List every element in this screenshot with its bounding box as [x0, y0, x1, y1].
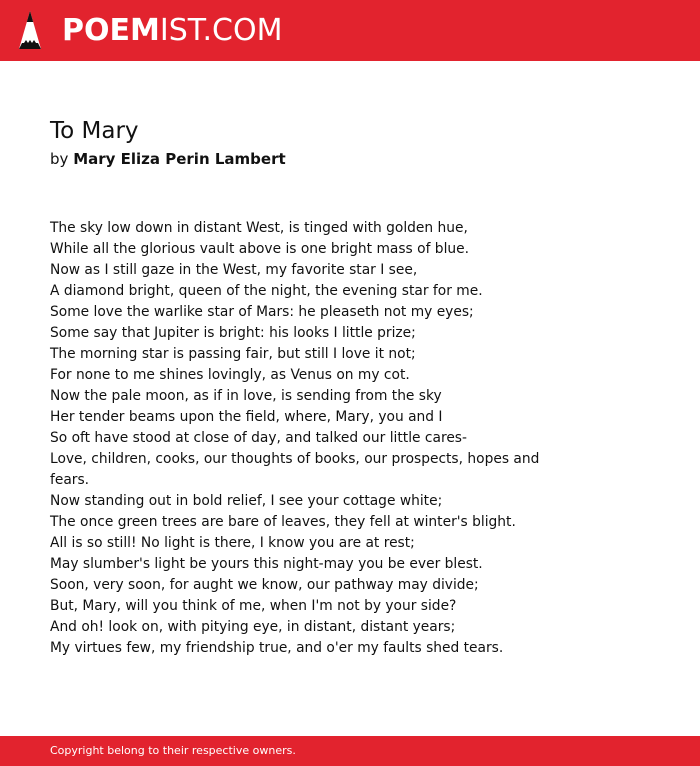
brand-bold-text: POEM	[62, 13, 160, 48]
site-brand	[62, 13, 283, 48]
poem-line: May slumber's light be yours this night-may you be ever blest.	[50, 556, 483, 572]
poem-title: To Mary	[50, 118, 139, 144]
poem-line: Now as I still gaze in the West, my favorite star I see,	[50, 262, 418, 278]
poem-line: Soon, very soon, for aught we know, our pathway may divide;	[50, 577, 479, 593]
poem-line: Her tender beams upon the field, where, Mary, you and I	[50, 409, 443, 425]
poem-line: And oh! look on, with pitying eye, in distant, distant years;	[50, 619, 456, 635]
poem-line: Now the pale moon, as if in love, is sending from the sky	[50, 388, 442, 404]
poem-line: The once green trees are bare of leaves, they fell at winter's blight.	[50, 514, 516, 530]
site-logo-link[interactable]	[17, 9, 282, 53]
poem-line: Some love the warlike star of Mars: he pleaseth not my eyes;	[50, 304, 474, 320]
poem-line: Love, children, cooks, our thoughts of books, our prospects, hopes and	[50, 451, 540, 467]
poem-body	[50, 218, 570, 659]
poem-line: The morning star is passing fair, but still I love it not;	[50, 346, 416, 362]
poem-line: But, Mary, will you think of me, when I'm not by your side?	[50, 598, 457, 614]
poem-line: Some say that Jupiter is bright: his looks I little prize;	[50, 325, 416, 341]
poem-byline	[50, 148, 286, 170]
poem-line: For none to me shines lovingly, as Venus on my cot.	[50, 367, 410, 383]
site-footer	[0, 736, 700, 766]
poem-line: All is so still! No light is there, I know you are at rest;	[50, 535, 415, 551]
poem-line: So oft have stood at close of day, and talked our little cares-	[50, 430, 467, 446]
poem-line: While all the glorious vault above is one bright mass of blue.	[50, 241, 470, 257]
author-name: Mary Eliza Perin Lambert	[73, 150, 286, 168]
copyright-text: Copyright belong to their respective owners.	[50, 744, 296, 757]
poem-line: A diamond bright, queen of the night, the evening star for me.	[50, 283, 483, 299]
pencil-icon	[17, 10, 43, 52]
byline-prefix: by	[50, 150, 69, 168]
brand-light-text: IST.COM	[159, 13, 283, 48]
poem-line: The sky low down in distant West, is tinged with golden hue,	[50, 220, 468, 236]
site-header	[0, 0, 700, 61]
poem-line: Now standing out in bold relief, I see your cottage white;	[50, 493, 443, 509]
poem-line: fears.	[50, 472, 90, 488]
poem-line: My virtues few, my friendship true, and o'er my faults shed tears.	[50, 640, 504, 656]
